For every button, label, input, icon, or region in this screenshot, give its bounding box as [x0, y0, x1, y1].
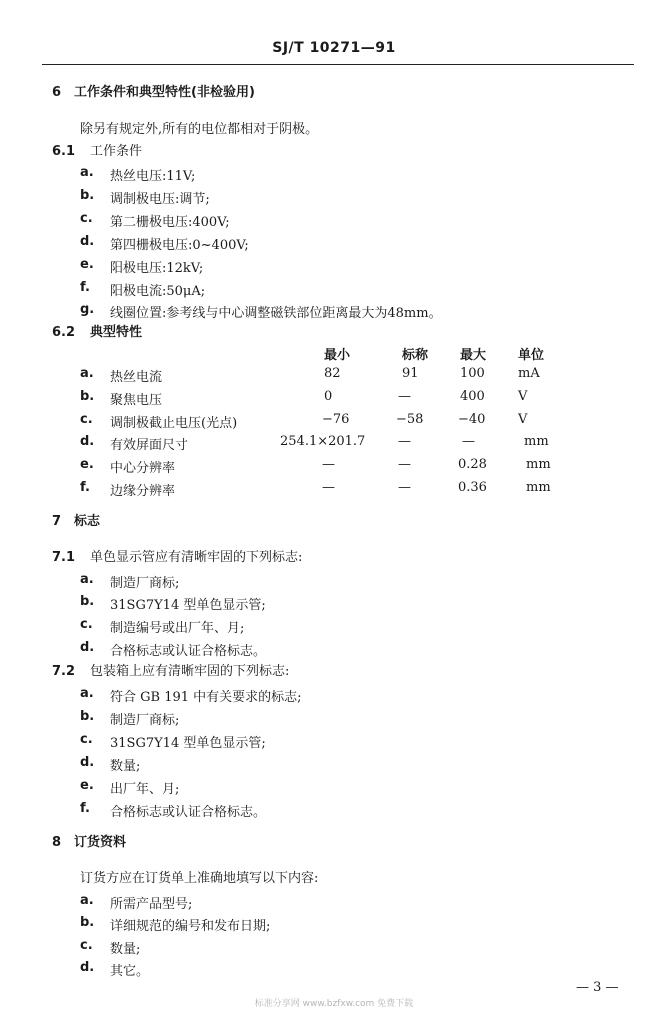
- row-nominal: —: [398, 389, 411, 404]
- item-text: 其它。: [110, 964, 150, 979]
- row-letter: c.: [80, 412, 93, 427]
- item-text: 所需产品型号;: [110, 897, 193, 912]
- section-6-title: 工作条件和典型特性(非检验用): [74, 85, 255, 100]
- row-letter: d.: [80, 434, 95, 449]
- item-text: 31SG7Y14 型单色显示管;: [110, 736, 266, 751]
- item-letter: a.: [80, 893, 94, 908]
- column-header-min: 最小: [324, 348, 351, 363]
- row-min: 0: [324, 389, 333, 404]
- row-min: —: [322, 457, 335, 472]
- item-letter: d.: [80, 755, 95, 770]
- row-name: 聚焦电压: [110, 393, 163, 408]
- item-letter: d.: [80, 234, 95, 249]
- row-letter: e.: [80, 457, 94, 472]
- item-letter: e.: [80, 778, 94, 793]
- section-7-number: 7: [52, 514, 62, 529]
- section-8-number: 8: [52, 835, 62, 850]
- row-nominal: 91: [402, 366, 419, 381]
- item-text: 详细规范的编号和发布日期;: [110, 919, 271, 934]
- item-letter: f.: [80, 801, 90, 816]
- item-letter: e.: [80, 257, 94, 272]
- row-name: 有效屏面尺寸: [110, 438, 189, 453]
- item-letter: c.: [80, 617, 93, 632]
- item-text: 阳极电压:12kV;: [110, 261, 204, 276]
- item-letter: c.: [80, 732, 93, 747]
- column-header-max: 最大: [460, 348, 487, 363]
- item-letter: g.: [80, 302, 95, 317]
- item-text: 第四栅极电压:0~400V;: [110, 238, 249, 253]
- header-rule: [42, 64, 634, 65]
- standard-number: SJ/T 10271—91: [272, 40, 396, 56]
- row-max: −40: [458, 412, 486, 427]
- item-letter: a.: [80, 572, 94, 587]
- section-6-2-number: 6.2: [52, 325, 76, 340]
- item-letter: b.: [80, 915, 95, 930]
- item-text: 第二栅极电压:400V;: [110, 215, 230, 230]
- item-text: 合格标志或认证合格标志。: [110, 644, 267, 659]
- table-row: [0, 389, 668, 409]
- row-min: −76: [322, 412, 350, 427]
- section-7-1-title: 单色显示管应有清晰牢固的下列标志:: [90, 550, 303, 565]
- row-name: 热丝电流: [110, 370, 163, 385]
- row-max: —: [462, 434, 475, 449]
- row-name: 中心分辨率: [110, 461, 176, 476]
- item-letter: c.: [80, 938, 93, 953]
- row-unit: mm: [524, 434, 549, 449]
- row-unit: mm: [526, 480, 551, 495]
- table-row: [0, 457, 668, 477]
- item-letter: d.: [80, 640, 95, 655]
- item-text: 合格标志或认证合格标志。: [110, 805, 267, 820]
- page-number: — 3 —: [576, 980, 619, 995]
- item-letter: f.: [80, 280, 90, 295]
- row-min: —: [322, 480, 335, 495]
- section-7-title: 标志: [74, 514, 101, 529]
- row-max: 0.28: [458, 457, 487, 472]
- row-nominal: —: [398, 480, 411, 495]
- item-text: 制造编号或出厂年、月;: [110, 621, 245, 636]
- section-6-1-number: 6.1: [52, 144, 76, 159]
- row-letter: f.: [80, 480, 90, 495]
- row-letter: b.: [80, 389, 95, 404]
- item-letter: a.: [80, 686, 94, 701]
- item-text: 阳极电流:50μA;: [110, 284, 206, 299]
- row-letter: a.: [80, 366, 94, 381]
- item-text: 符合 GB 191 中有关要求的标志;: [110, 690, 302, 705]
- row-max: 100: [460, 366, 485, 381]
- row-nominal: −58: [396, 412, 424, 427]
- item-text: 制造厂商标;: [110, 713, 180, 728]
- row-unit: mA: [518, 366, 540, 381]
- item-letter: c.: [80, 211, 93, 226]
- item-text: 制造厂商标;: [110, 576, 180, 591]
- row-min: 82: [324, 366, 341, 381]
- row-name: 边缘分辨率: [110, 484, 176, 499]
- row-unit: mm: [526, 457, 551, 472]
- row-nominal: —: [398, 434, 411, 449]
- section-6-2-title: 典型特性: [90, 325, 143, 340]
- row-unit: V: [518, 389, 528, 404]
- section-7-2-title: 包装箱上应有清晰牢固的下列标志:: [90, 664, 290, 679]
- table-row: [0, 434, 668, 454]
- column-header-unit: 单位: [518, 348, 545, 363]
- section-8-title: 订货资料: [74, 835, 127, 850]
- column-header-nominal: 标称: [402, 348, 429, 363]
- section-8-intro: 订货方应在订货单上准确地填写以下内容:: [80, 871, 319, 886]
- section-6-1-title: 工作条件: [90, 144, 143, 159]
- table-header-row: [0, 344, 668, 364]
- row-max: 400: [460, 389, 485, 404]
- table-row: [0, 412, 668, 432]
- item-text: 热丝电压:11V;: [110, 169, 196, 184]
- table-row: [0, 480, 668, 500]
- item-text: 出厂年、月;: [110, 782, 180, 797]
- row-unit: V: [518, 412, 528, 427]
- row-name: 调制极截止电压(光点): [110, 416, 238, 431]
- table-row: [0, 366, 668, 386]
- item-text: 调制极电压:调节;: [110, 192, 210, 207]
- item-letter: a.: [80, 165, 94, 180]
- item-text: 31SG7Y14 型单色显示管;: [110, 598, 266, 613]
- watermark: 标准分享网 www.bzfxw.com 免费下载: [254, 999, 414, 1009]
- section-7-2-number: 7.2: [52, 664, 76, 679]
- item-letter: b.: [80, 594, 95, 609]
- row-min: 254.1×201.7: [280, 434, 366, 449]
- item-text: 数量;: [110, 942, 141, 957]
- item-letter: b.: [80, 709, 95, 724]
- item-text: 数量;: [110, 759, 141, 774]
- section-6-number: 6: [52, 85, 62, 100]
- item-text: 线圈位置:参考线与中心调整磁铁部位距离最大为48mm。: [110, 306, 442, 321]
- section-6-intro: 除另有规定外,所有的电位都相对于阴极。: [80, 122, 319, 137]
- row-nominal: —: [398, 457, 411, 472]
- item-letter: b.: [80, 188, 95, 203]
- row-max: 0.36: [458, 480, 487, 495]
- item-letter: d.: [80, 960, 95, 975]
- section-7-1-number: 7.1: [52, 550, 76, 565]
